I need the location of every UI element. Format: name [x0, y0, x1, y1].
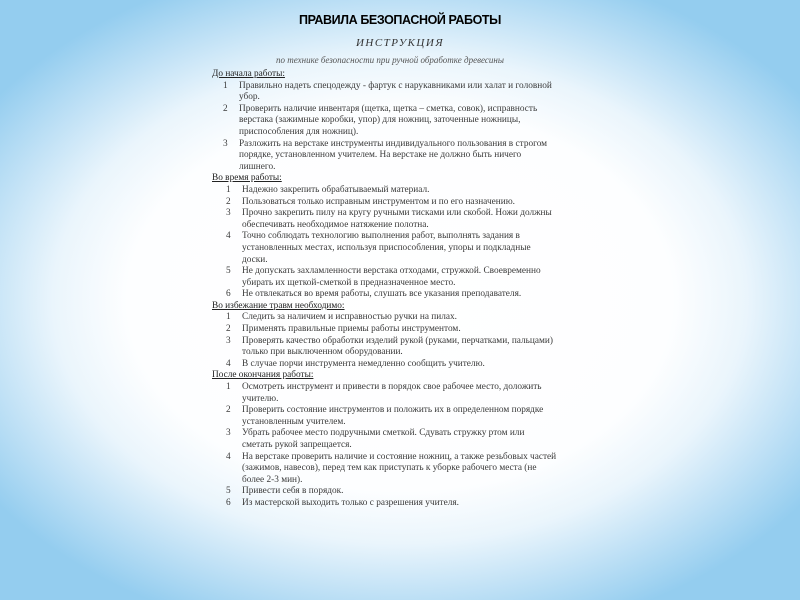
list-item	[212, 498, 557, 510]
section-after-work	[212, 370, 557, 509]
item-number: 1	[226, 382, 231, 393]
list-item	[212, 208, 557, 231]
item-number: 3	[226, 208, 231, 219]
item-number: 5	[226, 266, 231, 277]
item-number: 3	[223, 138, 228, 149]
item-text: Проверять качество обработки изделий рукой (руками, перчатками, пальцами) только при выключенном оборудовании.	[242, 335, 553, 358]
list-item	[212, 231, 557, 266]
section-during-work	[212, 173, 557, 301]
item-text: Осмотреть инструмент и привести в порядок свое рабочее место, доложить учителю.	[242, 382, 542, 404]
list-item	[212, 197, 557, 209]
item-number: 4	[226, 358, 231, 369]
list-item	[212, 289, 557, 301]
item-text: Не допускать захламленности верстака отходами, стружкой. Своевременно убирать их щеткой-сметкой в предназначенное место.	[242, 266, 541, 288]
item-text: Привести себя в порядок.	[242, 486, 344, 497]
item-text: На верстаке проверить наличие и состояние ножниц, а также резьбовых частей (зажимов, навесов), перед тем как приступать к уборке рабочего места (не более 2-3 мин).	[242, 451, 557, 485]
item-text: Пользоваться только исправным инструментом и по его назначению.	[242, 196, 515, 207]
list-item	[212, 324, 557, 336]
item-number: 2	[226, 196, 231, 207]
section-injury-prevention	[212, 301, 557, 371]
item-text: Из мастерской выходить только с разрешения учителя.	[242, 497, 459, 508]
item-text: Разложить на верстаке инструменты индивидуального пользования в строгом порядке, установленном учителем. На верстаке не должно быть ничего лишнего.	[239, 138, 548, 172]
item-text: Прочно закрепить пилу на кругу ручными тисками или скобой. Ножи должны обеспечивать необходимое натяжение полотна.	[242, 208, 552, 230]
item-number: 5	[226, 486, 231, 497]
item-text: Правильно надеть спецодежду - фартук с нарукавниками или халат и головной убор.	[239, 80, 552, 103]
item-number: 1	[226, 184, 231, 195]
document-title: ПРАВИЛА БЕЗОПАСНОЙ РАБОТЫ	[298, 13, 502, 27]
list-item	[212, 139, 557, 174]
section-before-work	[212, 69, 557, 173]
list-item	[212, 405, 557, 428]
document-subtitle: ИНСТРУКЦИЯ	[355, 37, 445, 49]
item-text: В случае порчи инструмента немедленно сообщить учителю.	[242, 358, 485, 369]
item-number: 6	[226, 497, 231, 508]
item-text: Применять правильные приемы работы инструментом.	[242, 324, 461, 335]
section-heading: Во время работы:	[212, 173, 282, 184]
list-item	[212, 81, 557, 104]
section-heading: Во избежание травм необходимо:	[212, 300, 345, 311]
item-number: 2	[226, 405, 231, 416]
item-number: 1	[226, 312, 231, 323]
item-text: Проверить наличие инвентаря (щетка, щетка – сметка, совок), исправность верстака (зажимные коробки, упор) для ножниц, заточенные ножницы, приспособления для ножниц).	[239, 103, 538, 137]
item-number: 1	[223, 80, 228, 91]
document-caption: по технике безопасности при ручной обработке древесины	[276, 55, 504, 65]
item-number: 6	[226, 289, 231, 300]
item-number: 4	[226, 451, 231, 462]
item-text: Убрать рабочее место подручными сметкой. Сдувать стружку ртом или сметать рукой запрещается.	[242, 428, 525, 450]
list-item	[212, 486, 557, 498]
list-item	[212, 185, 557, 197]
list-item	[212, 312, 557, 324]
item-number: 2	[223, 103, 228, 114]
item-number: 2	[226, 324, 231, 335]
list-item	[212, 336, 557, 359]
item-number: 4	[226, 231, 231, 242]
item-text: Точно соблюдать технологию выполнения работ, выполнять задания в установленных местах, используя приспособления, упоры и подкладные доски.	[242, 231, 531, 265]
list-item	[212, 382, 557, 405]
list-item	[212, 266, 557, 289]
list-item	[212, 452, 557, 487]
list-item	[212, 104, 557, 139]
item-text: Надежно закрепить обрабатываемый материал.	[242, 184, 430, 195]
list-item	[212, 359, 557, 371]
instruction-body	[212, 69, 557, 510]
item-text: Следить за наличием и исправностью ручки на пилах.	[242, 312, 457, 323]
item-number: 3	[226, 335, 231, 346]
item-text: Проверить состояние инструментов и положить их в определенном порядке установленным учителем.	[242, 405, 544, 427]
section-heading: После окончания работы:	[212, 370, 314, 381]
list-item	[212, 428, 557, 451]
section-heading: До начала работы:	[212, 69, 285, 79]
item-number: 3	[226, 428, 231, 439]
item-text: Не отвлекаться во время работы, слушать все указания преподавателя.	[242, 289, 522, 300]
